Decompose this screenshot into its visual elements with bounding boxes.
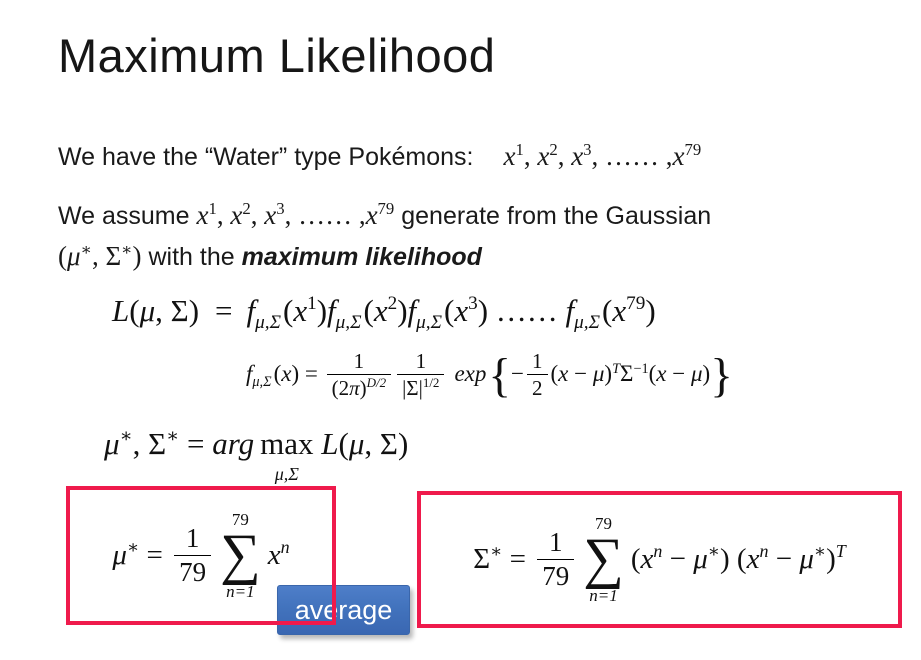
mu-lhs: μ∗ = — [112, 536, 171, 571]
p2-line1 — [58, 196, 711, 237]
equals-sign: = — [215, 293, 233, 328]
max-subscript: μ,Σ — [274, 463, 299, 484]
sigma-frac-numerator: 1 — [548, 526, 563, 557]
mu-frac-denominator: 79 — [174, 555, 211, 588]
paragraph-assumption — [58, 196, 711, 278]
mu-frac-numerator: 1 — [185, 522, 200, 553]
highlight-box-mean — [66, 486, 336, 625]
p2-line2-mid: with the — [141, 243, 242, 271]
density-frac1-numerator: 1 — [353, 349, 365, 373]
sum-upper-limit: 79 — [595, 513, 613, 533]
sum-upper-limit: 79 — [231, 509, 249, 529]
paragraph-water-pokemons — [58, 141, 701, 172]
likelihood-rhs: $f_{\mu,\Sigma}(x^1)f_{\mu,\Sigma}(x^2)f_{\mu,\Sigma}(x^3)$ …… $f_{\mu,\Sigma}(x^{79})$ — [246, 293, 656, 333]
sigma-lhs: Σ∗ = — [473, 540, 534, 575]
density-fraction-half — [527, 349, 548, 400]
average-label-text: average — [294, 594, 393, 625]
minus-sign: − — [511, 361, 524, 387]
max-with-subscript — [260, 426, 313, 484]
sigma-frac-denominator: 79 — [537, 559, 574, 592]
half-numerator: 1 — [532, 349, 543, 373]
density-frac1-denominator: $(2\pi)^{D/2}$ — [327, 374, 392, 400]
half-denominator: 2 — [527, 374, 548, 400]
density-fraction-normalizer — [327, 349, 392, 400]
argmax-lhs: μ∗, Σ∗ = arg — [104, 426, 255, 461]
formula-gaussian-density: $f_{\mu,\Sigma}(x)$ = $\frac{1}{(2\pi)^{D/2}}$ $\frac{1}{|\Sigma|^{1/2}}$ exp { − $\frac{1}{2}$ $(x - \mu)^T\Sigma^{-1}(x - \mu)$ } — [246, 349, 733, 402]
max-operator: max — [260, 426, 314, 461]
highlight-box-covariance — [417, 491, 902, 628]
p2-line2-emphasis: maximum likelihood — [241, 243, 482, 271]
p2-line2-math-mu-sigma: (μ∗, Σ∗) — [58, 239, 142, 271]
formula-likelihood-product — [112, 293, 656, 333]
formula-argmax — [104, 426, 408, 484]
sigma-sum-icon: ∑ — [220, 523, 261, 587]
p2-line1-prefix: We assume — [58, 202, 197, 230]
exp-operator: exp — [454, 361, 487, 387]
p1-math-x-sequence: $x^1$, $x^2$, $x^3$, …… $,x^{79}$ — [503, 139, 702, 171]
density-fraction-determinant — [397, 349, 444, 400]
argmax-rhs: L(μ, Σ) — [321, 426, 409, 461]
sigma-rhs: $(x^n - \mu^∗) (x^n - \mu^∗)^T$ — [630, 540, 846, 575]
sum-lower-limit: n=1 — [226, 581, 255, 601]
density-quadratic-form: $(x - \mu)^T\Sigma^{-1}(x - \mu)$ — [550, 360, 711, 387]
p2-line1-suffix: generate from the Gaussian — [394, 202, 712, 230]
likelihood-lhs: L(μ, Σ) — [112, 293, 200, 328]
p2-line2 — [58, 237, 711, 278]
mu-rhs: $x^n$ — [267, 536, 290, 571]
density-frac2-denominator: $|\Sigma|^{1/2}$ — [397, 374, 444, 400]
density-frac2-numerator: 1 — [415, 349, 427, 373]
sigma-sum-icon: ∑ — [583, 527, 624, 591]
density-lhs: $f_{\mu,\Sigma}(x)$ = — [246, 361, 324, 391]
sum-lower-limit: n=1 — [589, 585, 618, 605]
p1-text: We have the “Water” type Pokémons: — [58, 143, 474, 171]
p2-line1-math-x-sequence: $x^1$, $x^2$, $x^3$, …… $,x^{79}$ — [196, 198, 395, 230]
page-title: Maximum Likelihood — [58, 29, 496, 82]
